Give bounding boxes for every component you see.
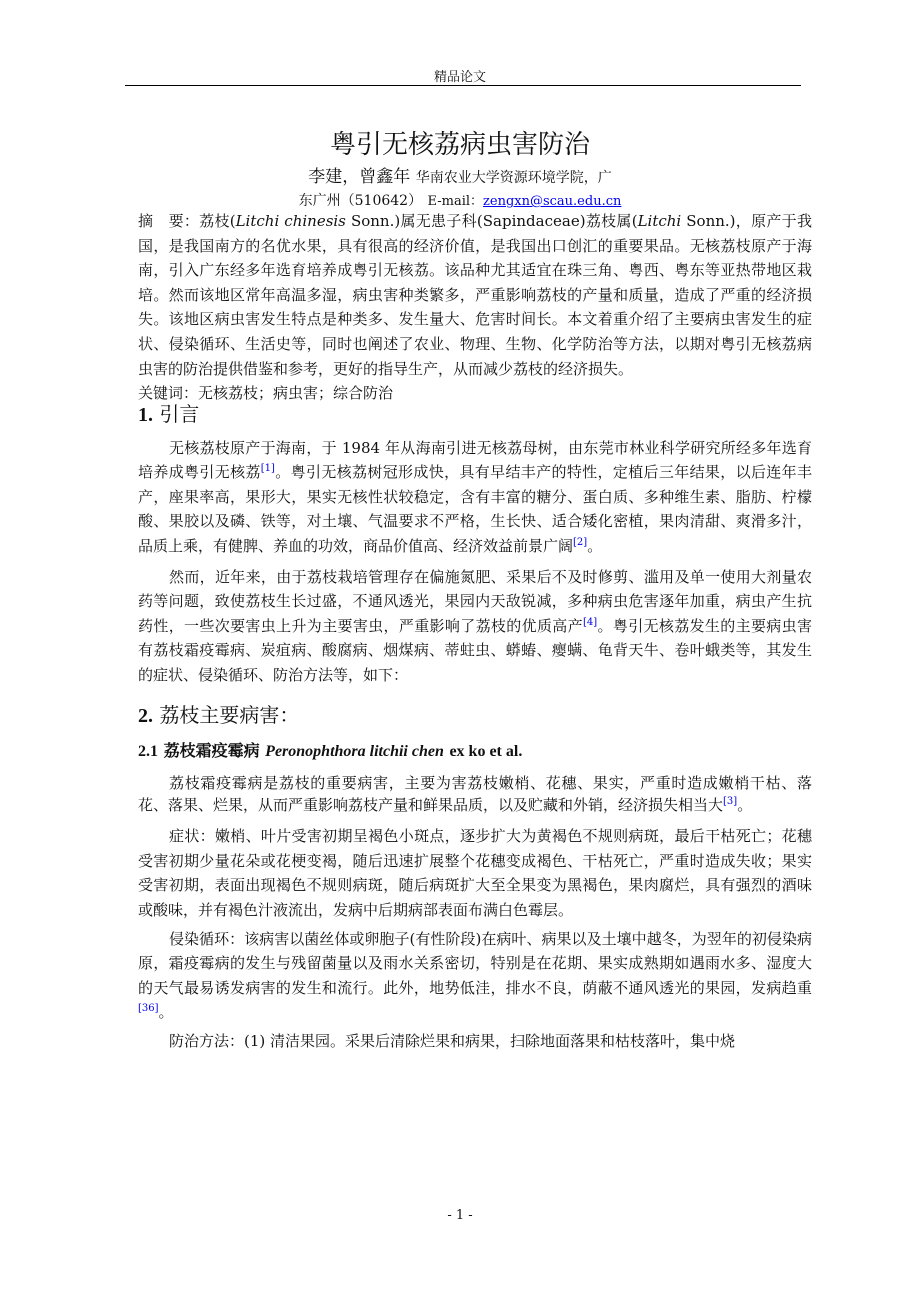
affiliation: 华南农业大学资源环境学院，广 (415, 170, 612, 186)
section-1 (138, 402, 812, 688)
section-2 (138, 703, 812, 1054)
abstract-block (138, 209, 812, 406)
control-methods-paragraph: 防治方法：(1) 清洁果园。采果后清除烂果和病果，扫除地面落果和枯枝落叶，集中烧 (169, 1031, 736, 1050)
paragraph (138, 436, 812, 559)
citation-link[interactable]: [2] (573, 536, 588, 548)
paper-title: 粤引无核荔病虫害防治 (329, 130, 590, 160)
abstract-text: Sonn.)，原产于我国，是我国南方的名优水果，具有很高的经济价值，是我国出口创汇的重要果品。无核荔枝原产于海南，引入广东经多年选育培养成粤引无核荔。该品种尤其适宜在珠三角、粤西、粤东等亚热带地区栽培。然而该地区常年高温多湿，病虫害种类繁多，严重影响荔枝的产量和质量，造成了严重的经济损失。该地区病虫害发生特点是种类多、发生量大、危害时间长。本文着重介绍了主要病虫害发生的症状、侵染循环、生活史等，同时也阐述了农业、物理、生物、化学防治等方法，以期对粤引无核荔病虫害的防治提供借鉴和参考，更好的指导生产，从而减少荔枝的经济损失。 (138, 212, 812, 378)
genus-name: Litchi (637, 212, 682, 230)
author-names: 李建，曾鑫年 (308, 167, 411, 187)
citation-link[interactable]: [3] (723, 796, 738, 808)
pathogen-authority: ex ko et al. (449, 742, 523, 760)
section-number: 1. (138, 404, 153, 426)
keywords: 关键词：无核荔枝；病虫害；综合防治 (138, 384, 394, 403)
text: 。粤引无核荔树冠形成快，具有早结丰产的特性，定植后三年结果，以后连年丰产，座果率高，果形大，果实无核性状较稳定，含有丰富的糖分、蛋白质、多种维生素、脂肪、柠檬酸、果胶以及磷、铁等，对土壤、气温要求不严格，生长快、适合矮化密植，果肉清甜、爽滑多汁，品质上乘，有健脾、养血的功效，商品价值高、经济效益前景广阔 (138, 463, 812, 555)
infection-cycle-paragraph (138, 927, 812, 1025)
page-number: - 1 - (447, 1208, 473, 1223)
abstract-text: Sonn.)属无患子科(Sapindaceae)荔枝属( (345, 212, 638, 230)
text: 侵染循环：该病害以菌丝体或卵胞子(有性阶段)在病叶、病果以及土壤中越冬，为翌年的初侵染病原，霜疫霉病的发生与残留菌量以及雨水关系密切，特别是在花期、果实成熟期如遇雨水多、湿度大的天气最易诱发病害的发生和流行。此外，地势低洼，排水不良，荫蔽不通风透光的果园，发病趋重 (138, 929, 812, 997)
author-block (0, 166, 920, 213)
paragraph (138, 772, 812, 816)
affiliation-cont: 东广州（510642） (298, 193, 423, 209)
section-heading (138, 703, 812, 729)
text: 。 (737, 796, 753, 815)
subsection-heading (138, 739, 812, 765)
section-number: 2. (138, 705, 153, 727)
running-header: 精品论文 (433, 70, 486, 85)
species-name: Litchi chinesis (235, 212, 346, 230)
section-title: 荔枝主要病害： (159, 703, 300, 727)
text: 无核荔枝原产于海南，于 1984 年从海南引进无核荔母树，由东莞市林业科学研究所经多年选育培养成粤引无核荔 (138, 438, 812, 482)
pathogen-name: Peronophthora litchii chen (265, 742, 444, 760)
subsection-number: 2.1 (138, 742, 158, 760)
abstract-label: 摘 要： (138, 212, 200, 230)
email-label: E-mail： (427, 194, 484, 209)
section-heading (138, 402, 812, 428)
paragraph (138, 565, 812, 688)
text: 。 (158, 1003, 174, 1022)
citation-link[interactable]: [36] (138, 1003, 159, 1015)
header-rule (125, 85, 801, 86)
citation-link[interactable]: [4] (582, 616, 598, 628)
abstract (138, 209, 812, 381)
citation-link[interactable]: [1] (260, 463, 275, 475)
text: 然而，近年来，由于荔枝栽培管理存在偏施氮肥、采果后不及时修剪、滥用及单一使用大剂量农药等问题，致使荔枝生长过盛，不通风透光，果园内天敌锐减，多种病虫危害逐年加重，病虫产生抗药性，一些次要害虫上升为主要害虫，严重影响了荔枝的优质高产 (138, 567, 812, 635)
text: 。粤引无核荔发生的主要病虫害有荔枝霜疫霉病、炭疽病、酸腐病、烟煤病、蒂蛀虫、蟒蝽、瘿螨、龟背天牛、卷叶蛾类等，其发生的症状、侵染循环、防治方法等，如下： (138, 616, 812, 684)
symptoms-paragraph: 症状：嫩梢、叶片受害初期呈褐色小斑点，逐步扩大为黄褐色不规则病斑，最后干枯死亡；花穗受害初期少量花朵或花梗变褐，随后迅速扩展整个花穗变成褐色、干枯死亡，严重时造成失收；果实受害初期，表面出现褐色不规则病斑，随后病斑扩大至全果变为黑褐色，果肉腐烂，具有强烈的酒味或酸味，并有褐色汁液流出，发病中后期病部表面布满白色霉层。 (138, 827, 812, 919)
text: 。 (587, 536, 603, 555)
text: 荔枝霜疫霉病是荔枝的重要病害，主要为害荔枝嫩梢、花穗、果实，严重时造成嫩梢干枯、落花、落果、烂果，从而严重影响荔枝产量和鲜果品质，以及贮藏和外销，经济损失相当大 (138, 774, 812, 815)
email-link[interactable]: zengxn@scau.edu.cn (483, 194, 622, 209)
subsection-title: 荔枝霜疫霉病 (163, 740, 260, 760)
abstract-text: 荔枝( (199, 212, 236, 230)
section-title: 引言 (159, 402, 200, 426)
